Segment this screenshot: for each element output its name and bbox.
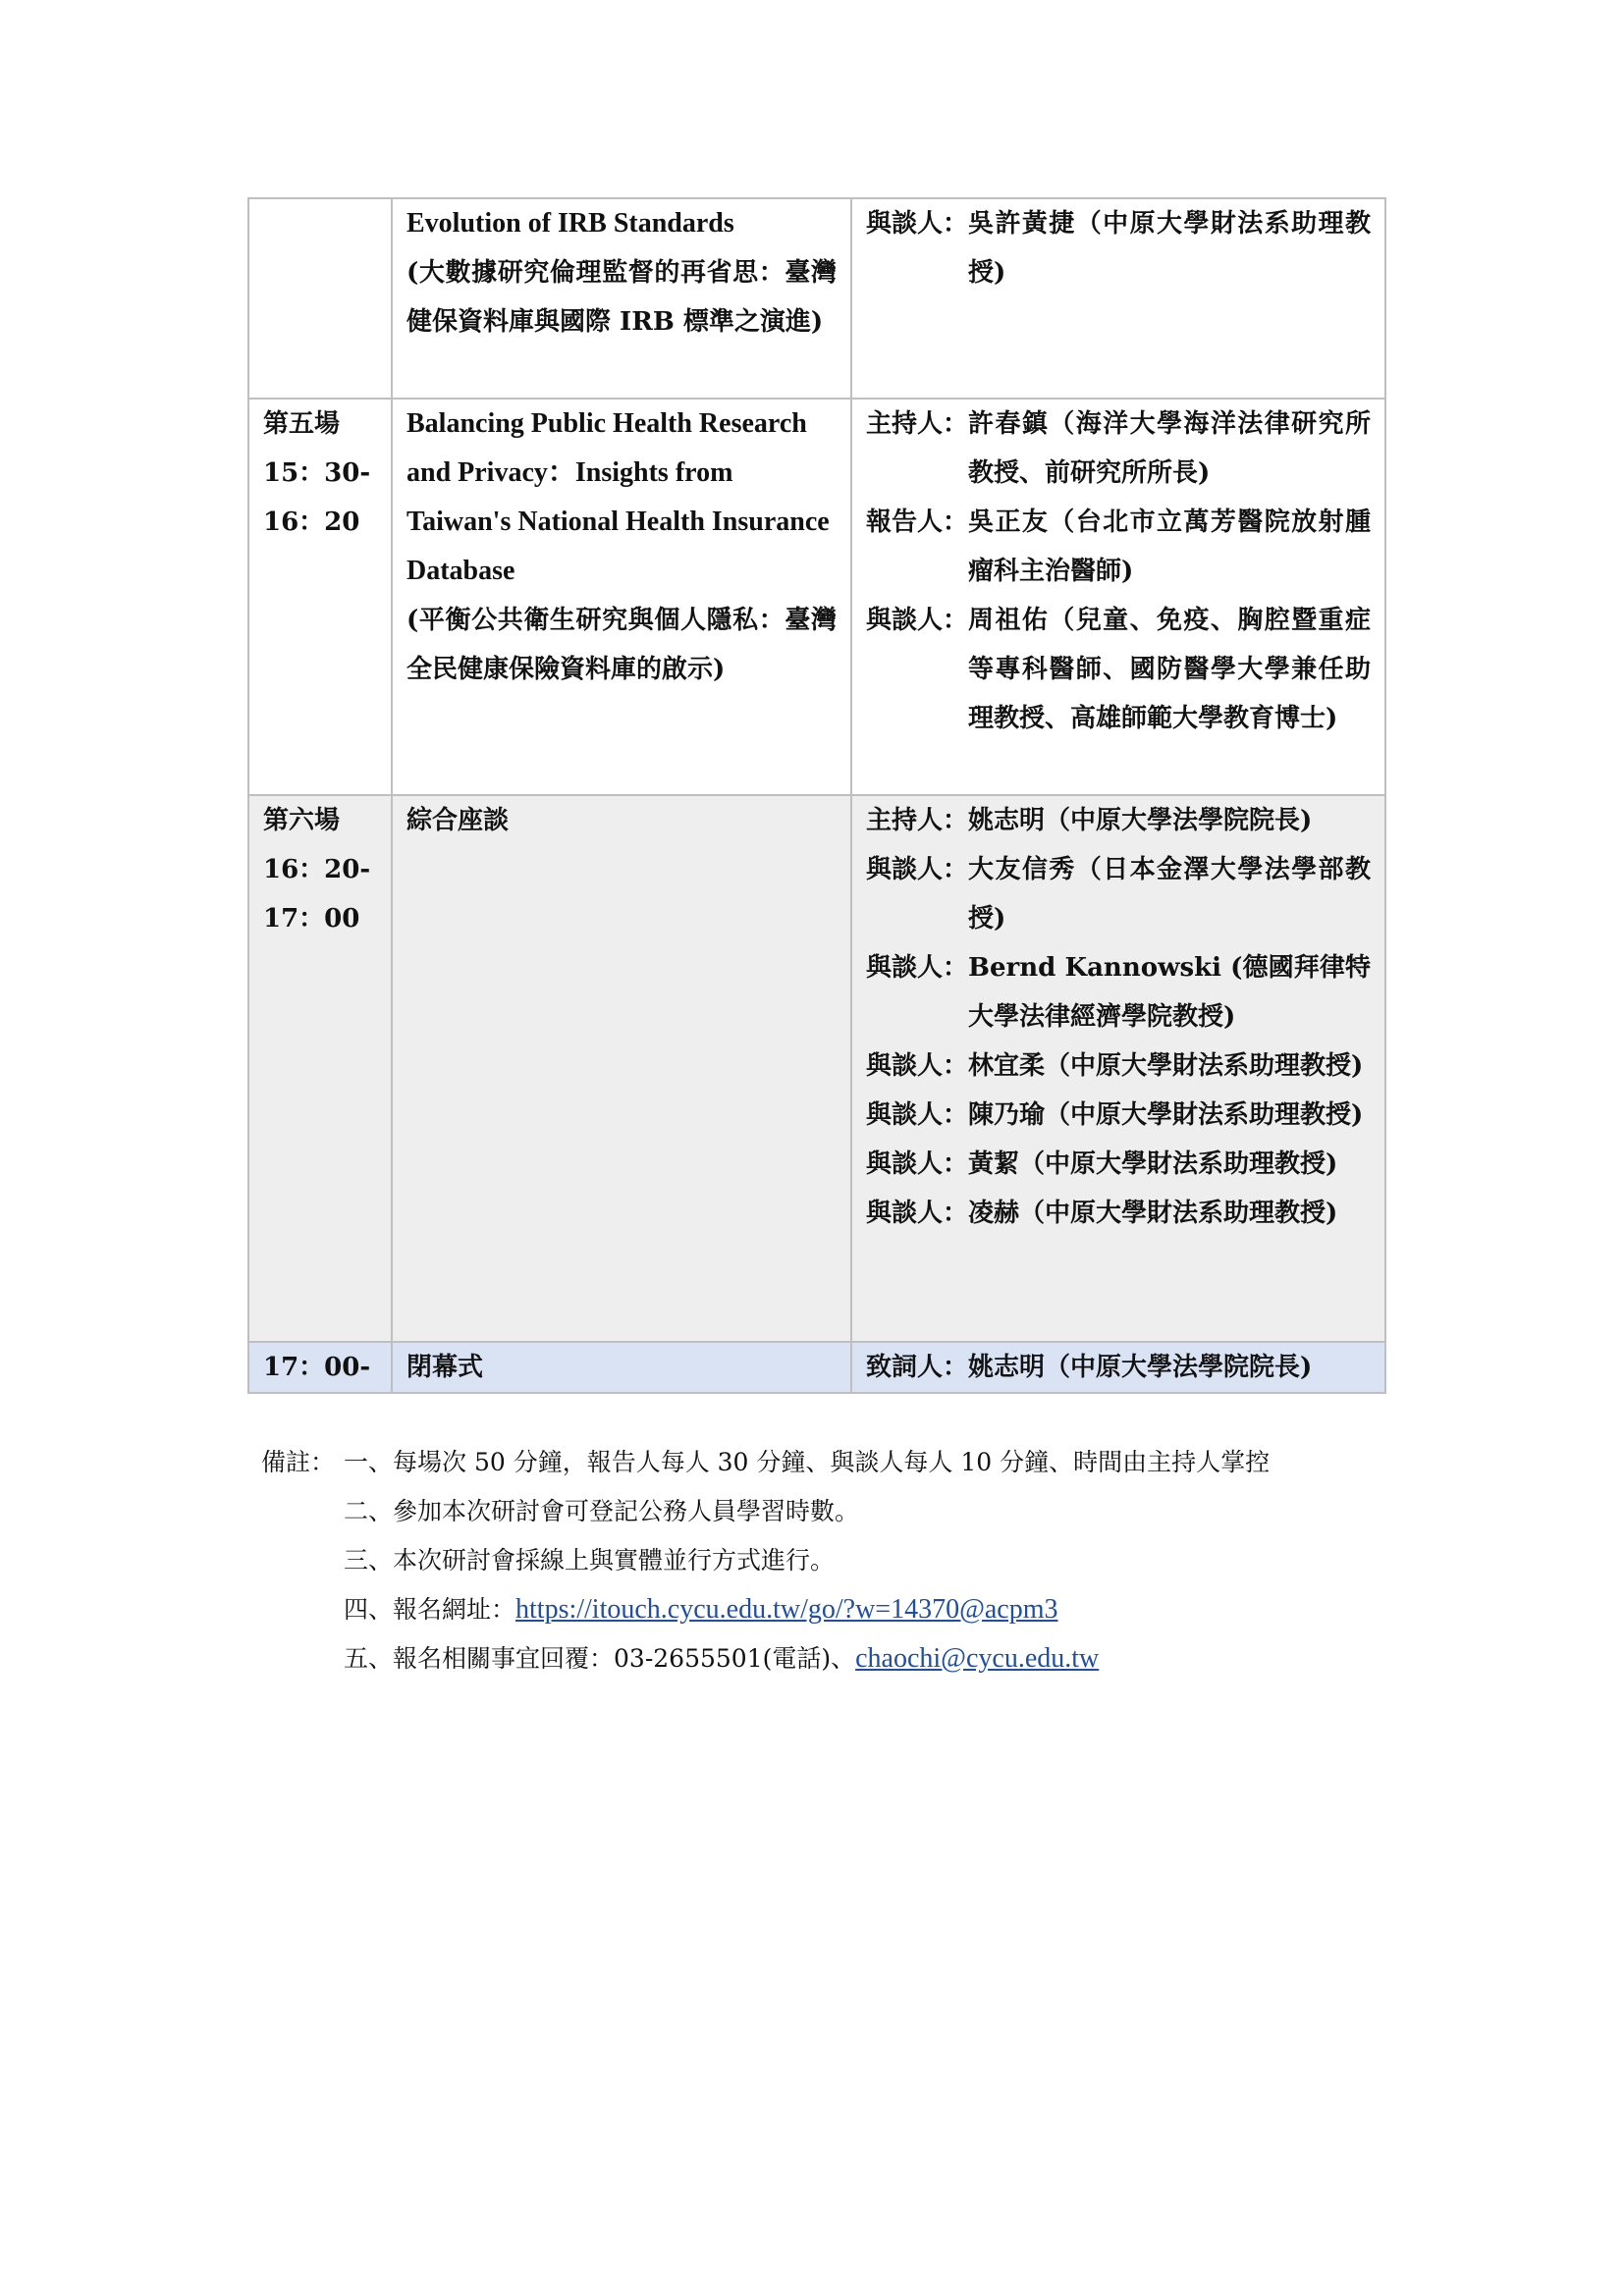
session-time-start: 15：30-	[263, 458, 371, 488]
person-entry	[866, 400, 1371, 498]
topic-english: Evolution of IRB Standards	[406, 208, 734, 239]
person-role: 與談人：	[866, 1051, 969, 1081]
person-entry	[866, 1041, 1371, 1091]
note-text: 一、每場次 50 分鐘，報告人每人 30 分鐘、與談人每人 10 分鐘、時間由主持人掌控	[344, 1448, 1271, 1476]
session-name-time	[248, 399, 392, 795]
person-role: 與談人：	[866, 953, 969, 983]
session-topic	[392, 795, 851, 1342]
person-desc: 陳乃瑜（中原大學財法系助理教授)	[968, 1100, 1364, 1130]
agenda-row-session-6	[248, 795, 1385, 1342]
agenda-row-closing	[248, 1342, 1385, 1393]
person-role: 主持人：	[866, 806, 969, 835]
topic-chinese: (平衡公共衛生研究與個人隱私：臺灣全民健康保險資料庫的啟示)	[406, 606, 837, 684]
topic-chinese: (大數據研究倫理監督的再省思：臺灣健保資料庫與國際 IRB 標準之演進)	[406, 258, 837, 337]
session-name-time	[248, 795, 392, 1342]
note-item	[261, 1536, 1400, 1585]
note-item	[261, 1585, 1400, 1634]
session-topic	[392, 399, 851, 795]
person-desc: 林宜柔（中原大學財法系助理教授)	[968, 1051, 1364, 1081]
person-role: 與談人：	[866, 1100, 969, 1130]
notes-label: 備註：	[261, 1448, 336, 1476]
session-name: 第六場	[263, 806, 341, 835]
person-role: 報告人：	[866, 507, 969, 537]
note-item	[261, 1438, 1400, 1487]
person-entry	[866, 845, 1371, 943]
person-entry	[866, 199, 1371, 297]
note-item	[261, 1487, 1400, 1536]
session-people	[851, 399, 1385, 795]
person-entry	[866, 1091, 1371, 1140]
person-desc: 黃絜（中原大學財法系助理教授)	[968, 1149, 1338, 1179]
person-desc: 姚志明（中原大學法學院院長)	[968, 806, 1313, 835]
session-time-end: 16：20	[263, 507, 360, 537]
person-entry	[866, 498, 1371, 596]
person-desc: 吳許黃捷（中原大學財法系助理教授)	[968, 209, 1371, 288]
registration-link[interactable]: https://itouch.cycu.edu.tw/go/?w=14370@acpm3	[515, 1594, 1058, 1625]
person-entry	[866, 1140, 1371, 1189]
notes-section	[261, 1438, 1400, 1683]
person-role: 致詞人：	[866, 1353, 969, 1382]
person-role: 與談人：	[866, 606, 969, 635]
person-desc: 凌赫（中原大學財法系助理教授)	[968, 1199, 1338, 1228]
note-text: 四、報名網址：	[344, 1595, 516, 1624]
person-role: 與談人：	[866, 1149, 969, 1179]
note-item	[261, 1634, 1400, 1683]
person-entry	[866, 1189, 1371, 1238]
agenda-row-session-5	[248, 399, 1385, 795]
agenda-table	[247, 197, 1386, 1394]
session-people	[851, 198, 1385, 399]
person-desc: 許春鎮（海洋大學海洋法律研究所教授、前研究所所長)	[968, 409, 1371, 488]
closing-people	[851, 1342, 1385, 1393]
session-time-start: 16：20-	[263, 855, 371, 884]
person-desc: 周祖佑（兒童、免疫、胸腔暨重症等專科醫師、國防醫學大學兼任助理教授、高雄師範大學教育博士)	[968, 606, 1371, 733]
note-text: 二、參加本次研討會可登記公務人員學習時數。	[344, 1497, 860, 1525]
session-cell-empty	[248, 198, 392, 399]
session-people	[851, 795, 1385, 1342]
session-name: 第五場	[263, 409, 341, 439]
person-role: 主持人：	[866, 409, 969, 439]
person-entry	[866, 943, 1371, 1041]
person-desc: Bernd Kannowski (德國拜律特大學法律經濟學院教授)	[968, 953, 1371, 1032]
note-text: 五、報名相關事宜回覆：03-2655501(電話)、	[344, 1644, 856, 1673]
person-entry	[866, 1343, 1371, 1392]
contact-email-link[interactable]: chaochi@cycu.edu.tw	[855, 1643, 1100, 1674]
agenda-row-continued	[248, 198, 1385, 399]
session-time-end: 17：00	[263, 904, 360, 934]
note-text: 三、本次研討會採線上與實體並行方式進行。	[344, 1546, 836, 1575]
person-role: 與談人：	[866, 855, 969, 884]
person-desc: 大友信秀（日本金澤大學法學部教授)	[968, 855, 1371, 934]
person-desc: 吳正友（台北市立萬芳醫院放射腫瘤科主治醫師)	[968, 507, 1371, 586]
closing-topic: 閉幕式	[392, 1342, 851, 1393]
person-entry	[866, 796, 1371, 845]
closing-time: 17：00-	[248, 1342, 392, 1393]
person-desc: 姚志明（中原大學法學院院長)	[968, 1353, 1313, 1382]
person-role: 與談人：	[866, 209, 969, 239]
topic-chinese: 綜合座談	[406, 806, 510, 835]
person-entry	[866, 596, 1371, 743]
session-topic	[392, 198, 851, 399]
person-role: 與談人：	[866, 1199, 969, 1228]
topic-english: Balancing Public Health Research and Privacy：Insights from Taiwan's National Health Insurance Database	[406, 408, 830, 586]
